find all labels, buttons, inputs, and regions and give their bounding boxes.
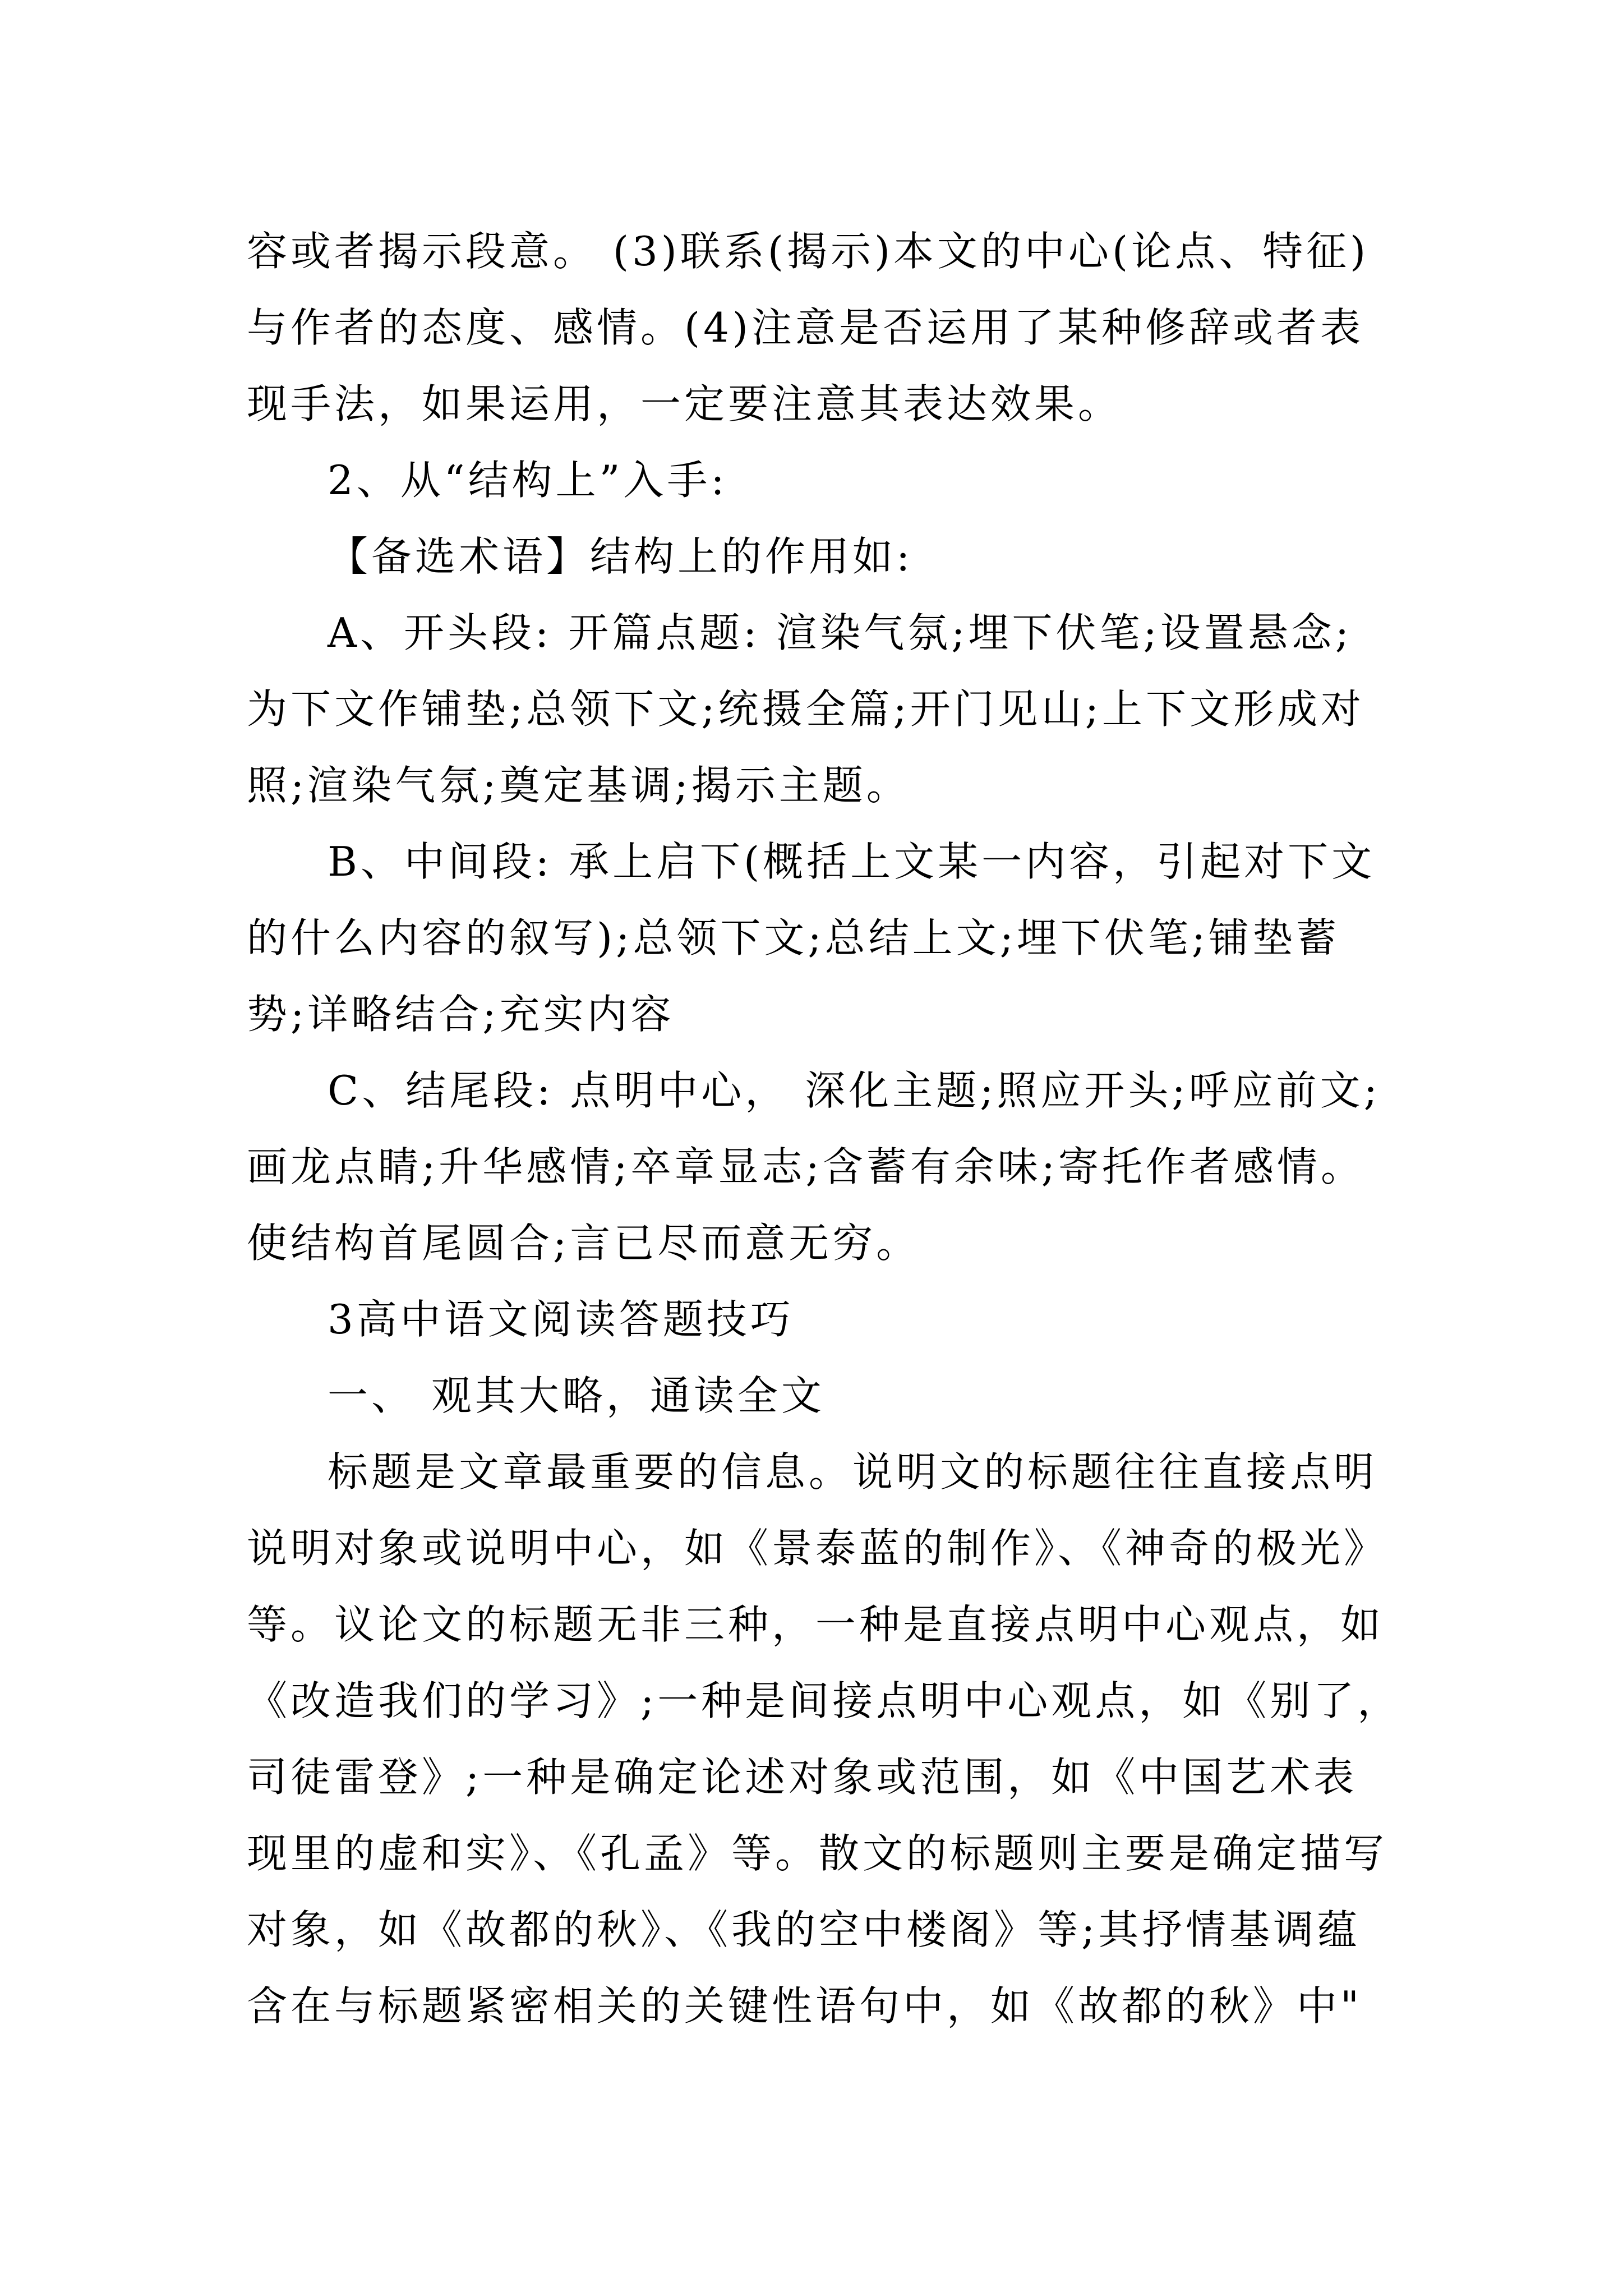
text-line: 画龙点睛;升华感情;卒章显志;含蓄有余味;寄托作者感情。 [247,1143,1365,1190]
text-line: 现手法，如果运用，一定要注意其表达效果。 [247,380,1122,427]
text-line: 的什么内容的叙写);总领下文;总结上文;埋下伏笔;铺垫蓄 [247,914,1340,961]
text-line: 为下文作铺垫;总领下文;统摄全篇;开门见山;上下文形成对 [247,685,1365,733]
text-line: 【备选术语】结构上的作用如: [328,533,914,580]
text-line: 司徒雷登》;一种是确定论述对象或范围，如《中国艺术表 [247,1754,1358,1801]
text-line: 现里的虚和实》、《孔孟》等。散文的标题则主要是确定描写 [247,1830,1388,1877]
text-line: 容或者揭示段意。 (3)联系(揭示)本文的中心(论点、特征) [247,228,1370,275]
section-heading: 2、从“结构上”入手: [328,457,728,504]
document-body [247,213,1424,2044]
text-line: 含在与标题紧密相关的关键性语句中，如《故都的秋》中" [247,1982,1363,2030]
text-line: C、结尾段: 点明中心， 深化主题;照应开头;呼应前文; [328,1067,1381,1114]
text-line: 照;渲染气氛;奠定基调;揭示主题。 [247,762,910,809]
text-line: 对象，如《故都的秋》、《我的空中楼阁》等;其抒情基调蕴 [247,1906,1361,1953]
text-line: 使结构首尾圆合;言已尽而意无穷。 [247,1220,920,1267]
section-heading: 3高中语文阅读答题技巧 [328,1296,794,1343]
text-line: A、开头段: 开篇点题: 渲染气氛;埋下伏笔;设置悬念; [328,609,1353,656]
text-line: 势;详略结合;充实内容 [247,991,675,1038]
text-line: 《改造我们的学习》;一种是间接点明中心观点，如《别了， [247,1677,1401,1724]
text-line: 与作者的态度、感情。(4)注意是否运用了某种修辞或者表 [247,304,1364,351]
text-line: 说明对象或说明中心，如《景泰蓝的制作》、《神奇的极光》 [247,1525,1388,1572]
text-line: B、中间段: 承上启下(概括上文某一内容，引起对下文 [328,838,1376,885]
section-heading: 一、 观其大略，通读全文 [328,1372,825,1419]
text-line: 标题是文章最重要的信息。说明文的标题往往直接点明 [328,1448,1378,1496]
text-line: 等。议论文的标题无非三种，一种是直接点明中心观点，如 [247,1601,1385,1648]
